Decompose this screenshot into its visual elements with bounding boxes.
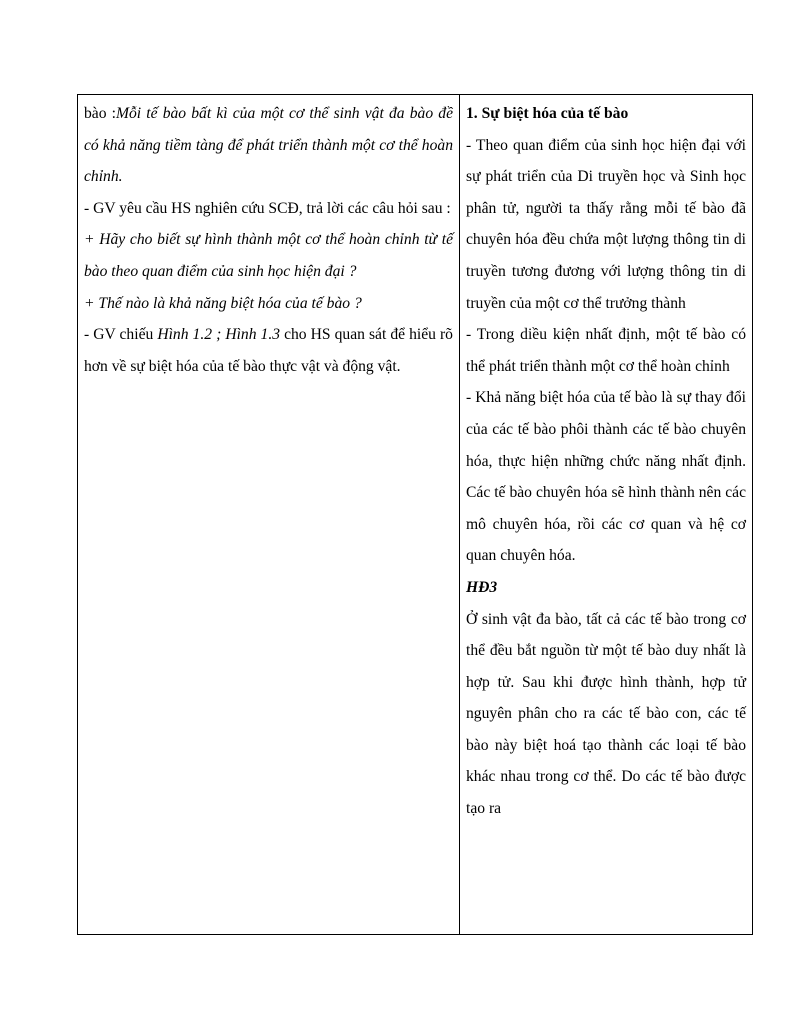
question-2: + Thế nào là khả năng biệt hóa của tế bào ? bbox=[84, 294, 362, 312]
teacher-activity-column bbox=[78, 95, 460, 934]
activity-label: HĐ3 bbox=[466, 578, 498, 596]
section-heading: 1. Sự biệt hóa của tế bào bbox=[466, 105, 629, 122]
figure-instruction-paragraph bbox=[84, 319, 453, 382]
figure-instruction-end: cho HS quan sát để hiểu rõ hơn về sự biệt hóa của tế bào thực vật và động vật. bbox=[84, 326, 453, 375]
content-column bbox=[460, 95, 752, 934]
content-paragraph-4: Ở sinh vật đa bào, tất cả các tế bào trong cơ thể đều bắt nguồn từ một tế bào duy nhất là hợp tử. Sau khi được hình thành, hợp tử nguyên phân cho ra các tế bào con, các tế bào này biệt hoá tạo thành các loại tế bào khác nhau trong cơ thể. Do các tế bào được tạo ra bbox=[466, 610, 746, 818]
definition-paragraph bbox=[84, 98, 453, 193]
content-paragraph-3: - Khả năng biệt hóa của tế bào là sự thay đổi của các tế bào phôi thành các tế bào chuyên hóa, thực hiện những chức năng nhất định. Các tế bào chuyên hóa sẽ hình thành nên các mô chuyên hóa, rồi các cơ quan và hệ cơ quan chuyên hóa. bbox=[466, 389, 746, 565]
instruction-paragraph: - GV yêu cầu HS nghiên cứu SCĐ, trả lời các câu hỏi sau : bbox=[84, 199, 451, 217]
figure-reference: Hình 1.2 ; Hình 1.3 bbox=[157, 326, 281, 344]
content-paragraph-1: - Theo quan điểm của sinh học hiện đại với sự phát triển của Di truyền học và Sinh học phân tử, người ta thấy rằng mỗi tế bào đã chuyên hóa đều chứa một lượng thông tin di truyền tương đương với lượng thông tin di truyền của một cơ thể trưởng thành bbox=[466, 136, 746, 312]
definition-italic: Mỗi tế bào bất kì của một cơ thể sinh vật đa bào đề có khả năng tiềm tàng để phát triển thành một cơ thể hoàn chỉnh. bbox=[84, 105, 453, 186]
figure-instruction-start: - GV chiếu bbox=[84, 326, 158, 344]
content-paragraph-2: - Trong diều kiện nhất định, một tế bào có thể phát triển thành một cơ thể hoàn chỉnh bbox=[466, 326, 746, 375]
definition-prefix: bào : bbox=[84, 105, 117, 122]
lesson-table bbox=[77, 94, 753, 935]
question-1: + Hãy cho biết sự hình thành một cơ thể hoàn chỉnh từ tế bào theo quan điểm của sinh học hiện đại ? bbox=[84, 231, 453, 280]
